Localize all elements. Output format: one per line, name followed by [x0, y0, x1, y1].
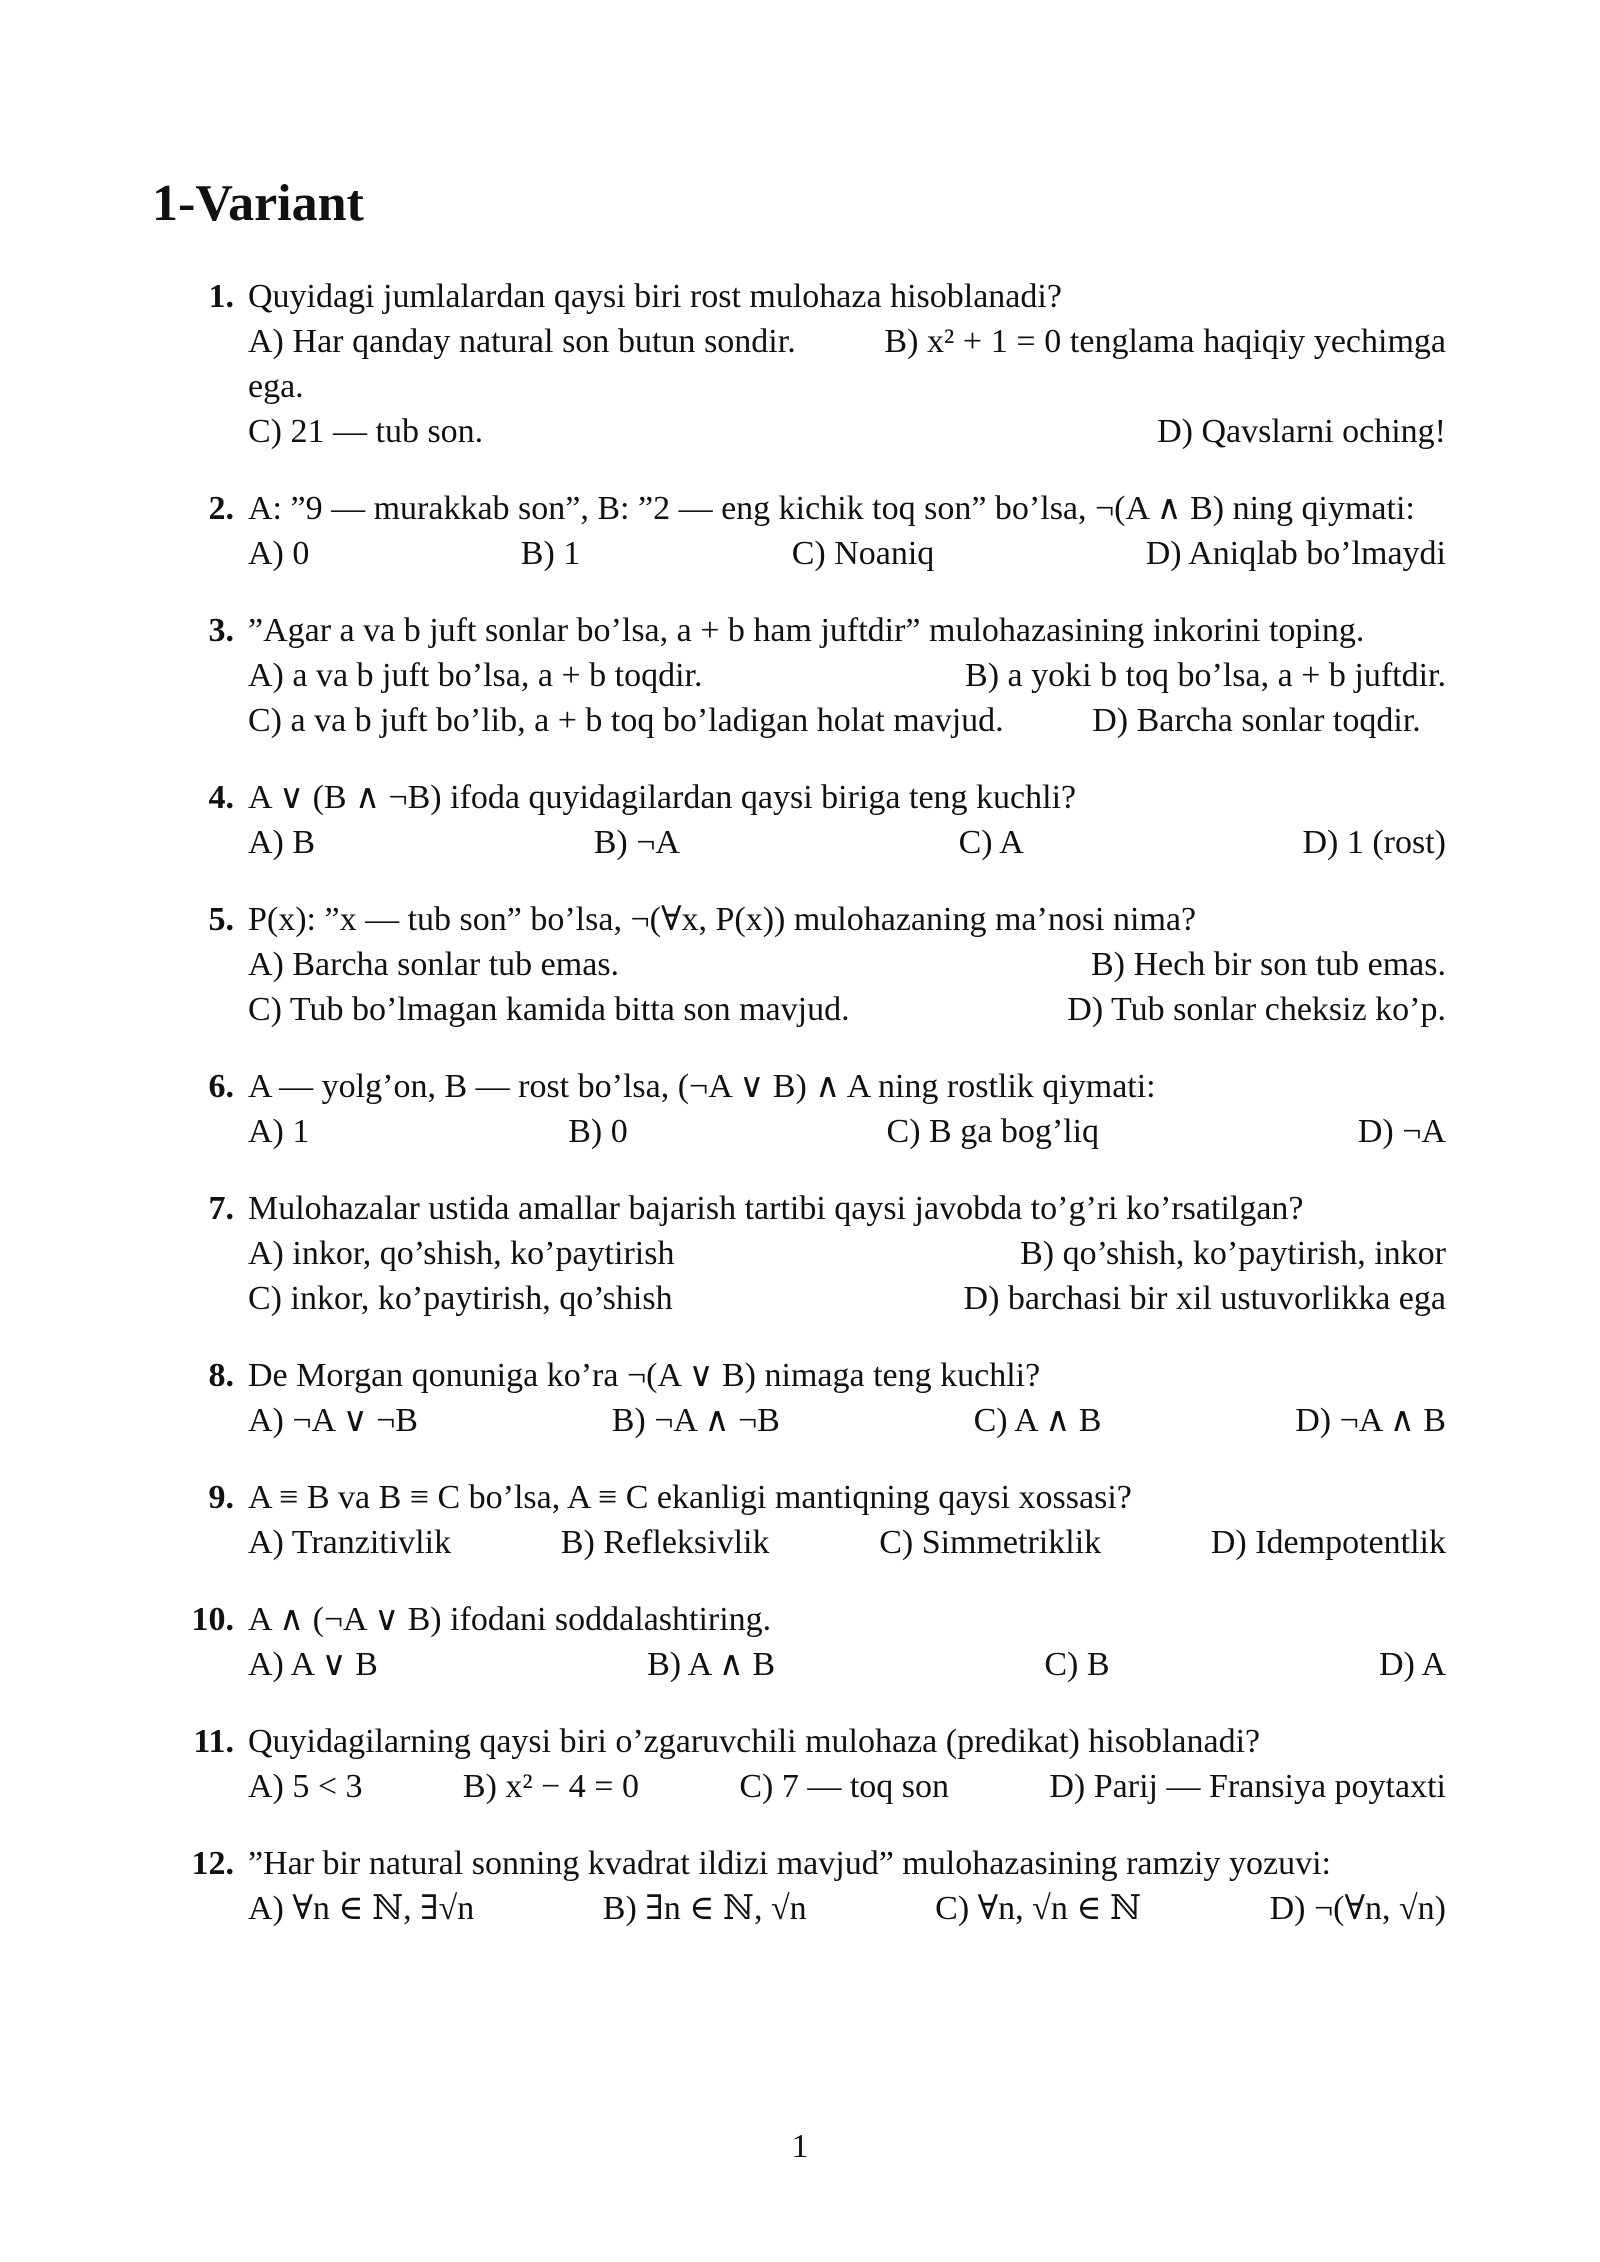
option-c[interactable]: C) ∀n, √n ∈ ℕ — [935, 1890, 1142, 1927]
option-a[interactable]: A) Barcha sonlar tub emas. — [248, 946, 620, 983]
option-d[interactable]: D) ¬A — [1357, 1113, 1446, 1150]
question-8 — [208, 1353, 1446, 1443]
answer-options — [248, 820, 1446, 865]
option-c[interactable]: C) 7 — toq son — [739, 1768, 950, 1805]
option-b[interactable]: B) qo’shish, ko’paytirish, inkor — [1020, 1235, 1446, 1272]
answer-options-row-1 — [248, 942, 1446, 987]
question-text: Quyidagi jumlalardan qaysi biri rost mulohaza hisoblanadi? — [248, 278, 1062, 315]
option-d[interactable]: D) Idempotentlik — [1210, 1524, 1446, 1561]
option-b[interactable]: B) A ∧ B — [647, 1646, 775, 1683]
answer-options-row-2 — [248, 409, 1446, 454]
answer-options — [248, 1886, 1446, 1931]
question-9 — [208, 1475, 1446, 1565]
option-a[interactable]: A) Har qanday natural son butun sondir. — [248, 323, 796, 360]
answer-options-row-2 — [248, 1276, 1446, 1321]
option-c[interactable]: C) 21 — tub son. — [248, 413, 484, 450]
option-c[interactable]: C) a va b juft bo’lib, a + b toq bo’ladigan holat mavjud. — [248, 702, 1004, 739]
option-d[interactable]: D) Aniqlab bo’lmaydi — [1145, 535, 1446, 572]
option-d[interactable]: D) ¬(∀n, √n) — [1269, 1890, 1446, 1927]
answer-options — [248, 1642, 1446, 1687]
option-b[interactable]: B) a yoki b toq bo’lsa, a + b juftdir. — [965, 657, 1446, 694]
question-text: ”Agar a va b juft sonlar bo’lsa, a + b ham juftdir” mulohazasining inkorini toping. — [248, 612, 1365, 649]
answer-options-row-1 — [248, 1231, 1446, 1276]
option-b[interactable]: B) x² + 1 = 0 tenglama haqiqiy yechimga ega. — [248, 323, 1447, 405]
question-text: A ∧ (¬A ∨ B) ifodani soddalashtiring. — [248, 1601, 772, 1638]
option-c[interactable]: C) Noaniq — [791, 535, 935, 572]
question-7 — [208, 1186, 1446, 1321]
question-text: P(x): ”x — tub son” bo’lsa, ¬(∀x, P(x)) mulohazaning ma’nosi nima? — [248, 901, 1197, 938]
option-c[interactable]: C) Tub bo’lmagan kamida bitta son mavjud. — [248, 991, 850, 1028]
answer-options-row-1 — [248, 653, 1446, 698]
question-number: 5. — [208, 901, 234, 938]
question-10 — [191, 1597, 1446, 1687]
page-title: 1-Variant — [152, 175, 364, 232]
answer-options — [248, 1764, 1446, 1809]
option-d[interactable]: D) barchasi bir xil ustuvorlikka ega — [963, 1280, 1446, 1317]
option-a[interactable]: A) ¬A ∨ ¬B — [248, 1402, 418, 1439]
question-text: De Morgan qonuniga ko’ra ¬(A ∨ B) nimaga teng kuchli? — [248, 1357, 1041, 1394]
option-b[interactable]: B) x² − 4 = 0 — [462, 1768, 639, 1805]
answer-options — [248, 1398, 1446, 1443]
answer-options — [248, 1520, 1446, 1565]
question-4 — [208, 775, 1446, 865]
page-number: 1 — [791, 2128, 809, 2165]
option-c[interactable]: C) inkor, ko’paytirish, qo’shish — [248, 1280, 673, 1317]
question-number: 10. — [191, 1601, 234, 1638]
option-a[interactable]: A) 5 < 3 — [248, 1768, 363, 1805]
option-b[interactable]: B) ∃n ∈ ℕ, √n — [602, 1890, 807, 1927]
question-number: 12. — [191, 1845, 234, 1882]
answer-options — [248, 319, 1446, 409]
option-b[interactable]: B) Refleksivlik — [560, 1524, 770, 1561]
question-text: A — yolg’on, B — rost bo’lsa, (¬A ∨ B) ∧ A ning rostlik qiymati: — [248, 1068, 1156, 1105]
question-text: Quyidagilarning qaysi biri o’zgaruvchili mulohaza (predikat) hisoblanadi? — [248, 1723, 1261, 1760]
option-a[interactable]: A) B — [248, 824, 316, 861]
option-b[interactable]: B) ¬A — [593, 824, 680, 861]
option-d[interactable]: D) 1 (rost) — [1302, 824, 1446, 861]
option-b[interactable]: B) Hech bir son tub emas. — [1090, 946, 1446, 983]
question-number: 11. — [193, 1723, 234, 1760]
option-d[interactable]: D) A — [1378, 1646, 1446, 1683]
option-a[interactable]: A) Tranzitivlik — [248, 1524, 452, 1561]
question-number: 4. — [208, 779, 234, 816]
option-c[interactable]: C) B ga bog’liq — [886, 1113, 1100, 1150]
option-a[interactable]: A) ∀n ∈ ℕ, ∃√n — [248, 1890, 475, 1927]
option-d[interactable]: D) Tub sonlar cheksiz ko’p. — [1067, 991, 1446, 1028]
option-b[interactable]: B) 1 — [520, 535, 581, 572]
question-number: 6. — [208, 1068, 234, 1105]
option-c[interactable]: C) Simmetriklik — [879, 1524, 1102, 1561]
question-2 — [208, 486, 1446, 576]
option-c[interactable]: C) A — [958, 824, 1024, 861]
option-a[interactable]: A) inkor, qo’shish, ko’paytirish — [248, 1235, 675, 1272]
question-5 — [208, 897, 1446, 1032]
option-a[interactable]: A) A ∨ B — [248, 1646, 378, 1683]
question-text: A ≡ B va B ≡ C bo’lsa, A ≡ C ekanligi mantiqning qaysi xossasi? — [248, 1479, 1132, 1516]
option-a[interactable]: A) 0 — [248, 535, 310, 572]
question-3 — [208, 608, 1446, 743]
question-number: 9. — [208, 1479, 234, 1516]
answer-options — [248, 1109, 1446, 1154]
question-12 — [191, 1841, 1446, 1931]
question-number: 2. — [208, 490, 234, 527]
question-text: A: ”9 — murakkab son”, B: ”2 — eng kichik toq son” bo’lsa, ¬(A ∧ B) ning qiymati: — [248, 490, 1415, 527]
answer-options-row-2 — [248, 698, 1446, 743]
option-d[interactable]: D) Barcha sonlar toqdir. — [1092, 702, 1421, 739]
option-b[interactable]: B) 0 — [568, 1113, 628, 1150]
question-11 — [193, 1719, 1446, 1809]
option-c[interactable]: C) A ∧ B — [973, 1402, 1102, 1439]
option-d[interactable]: D) Qavslarni oching! — [1157, 413, 1446, 450]
option-d[interactable]: D) ¬A ∧ B — [1295, 1402, 1446, 1439]
answer-options — [248, 531, 1446, 576]
question-6 — [208, 1064, 1446, 1154]
question-number: 1. — [208, 278, 234, 315]
question-number: 3. — [208, 612, 234, 649]
option-b[interactable]: B) ¬A ∧ ¬B — [611, 1402, 780, 1439]
question-text: ”Har bir natural sonning kvadrat ildizi mavjud” mulohazasining ramziy yozuvi: — [248, 1845, 1331, 1882]
question-number: 7. — [208, 1190, 234, 1227]
option-a[interactable]: A) 1 — [248, 1113, 310, 1150]
question-1 — [208, 274, 1447, 454]
question-text: Mulohazalar ustida amallar bajarish tartibi qaysi javobda to’g’ri ko’rsatilgan? — [248, 1190, 1304, 1227]
question-text: A ∨ (B ∧ ¬B) ifoda quyidagilardan qaysi biriga teng kuchli? — [248, 779, 1077, 816]
option-a[interactable]: A) a va b juft bo’lsa, a + b toqdir. — [248, 657, 703, 694]
option-c[interactable]: C) B — [1044, 1646, 1110, 1683]
question-number: 8. — [208, 1357, 234, 1394]
answer-options-row-2 — [248, 987, 1446, 1032]
option-d[interactable]: D) Parij — Fransiya poytaxti — [1049, 1768, 1446, 1805]
question-list — [191, 274, 1447, 1963]
